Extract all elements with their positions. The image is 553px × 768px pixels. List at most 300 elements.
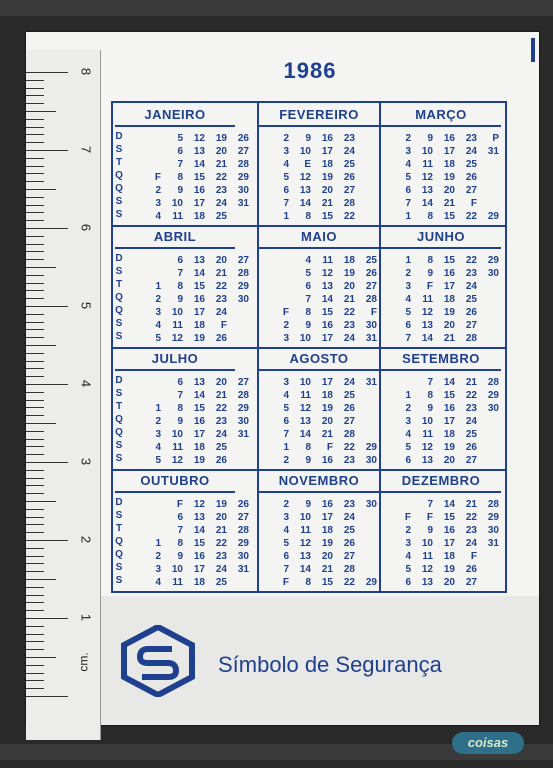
calendar-day: 24 — [343, 377, 355, 388]
calendar-day: 15 — [321, 307, 333, 318]
calendar-day: 4 — [405, 294, 411, 305]
calendar-day: 26 — [343, 403, 355, 414]
ruler-number: 1 — [78, 613, 94, 622]
month-underline — [381, 125, 501, 127]
calendar-day: 19 — [215, 499, 227, 510]
calendar-day: 12 — [299, 403, 311, 414]
calendar-day: 15 — [443, 211, 455, 222]
calendar-day: 18 — [443, 551, 455, 562]
ruler-tick — [26, 88, 44, 89]
calendar-day: 24 — [215, 429, 227, 440]
ruler-tick — [26, 587, 44, 588]
calendar-day: 21 — [443, 333, 455, 344]
calendar-day: 5 — [405, 172, 411, 183]
calendar-day: 11 — [422, 429, 433, 440]
calendar-day: 3 — [155, 307, 161, 318]
calendar-day: 31 — [487, 538, 499, 549]
calendar-day: 17 — [193, 307, 205, 318]
ruler-tick — [26, 423, 56, 424]
calendar-day: 22 — [215, 538, 227, 549]
ruler-tick — [26, 439, 44, 440]
calendar-day: 19 — [321, 538, 333, 549]
month-underline — [115, 369, 235, 371]
calendar-day: 28 — [465, 333, 477, 344]
calendar-day: 31 — [365, 377, 377, 388]
calendar-day: 17 — [443, 538, 455, 549]
calendar-year: 1986 — [283, 58, 337, 83]
calendar-day: 14 — [193, 268, 205, 279]
ruler-tick — [26, 95, 44, 96]
calendar-day: 12 — [171, 455, 183, 466]
month-name: JUNHO — [416, 229, 465, 244]
ruler-tick — [26, 368, 44, 369]
ruler-tick — [26, 103, 44, 104]
month-name: ABRIL — [153, 229, 197, 244]
ruler-number: 2 — [78, 535, 94, 544]
calendar-day: F — [470, 198, 477, 209]
ruler-tick — [26, 556, 44, 557]
calendar-day: 3 — [283, 512, 289, 523]
calendar-day: 7 — [177, 268, 183, 279]
ruler-tick — [26, 212, 44, 213]
ruler-number: 4 — [78, 379, 94, 388]
calendar-day: 3 — [155, 198, 161, 209]
ruler-tick — [26, 665, 44, 666]
calendar-day: 13 — [193, 512, 205, 523]
ruler-tick — [26, 283, 44, 284]
calendar-day: F — [426, 512, 433, 523]
ruler-tick — [26, 345, 56, 346]
calendar-day: 8 — [305, 307, 311, 318]
calendar-day: 30 — [237, 294, 249, 305]
calendar-day: 17 — [321, 333, 333, 344]
calendar-day: 23 — [215, 551, 227, 562]
calendar-day: F — [370, 307, 377, 318]
ruler-tick — [26, 189, 56, 190]
calendar-day: 10 — [171, 564, 183, 575]
calendar-day: 3 — [405, 538, 411, 549]
calendar-day: 16 — [193, 294, 205, 305]
calendar-day: 29 — [365, 577, 377, 588]
calendar-day: 12 — [299, 538, 311, 549]
calendar-day: 14 — [321, 294, 333, 305]
calendar-day: 9 — [177, 185, 183, 196]
ruler-tick — [26, 532, 44, 533]
calendar-day: 16 — [321, 320, 333, 331]
ruler-tick — [26, 400, 44, 401]
calendar-day: 27 — [343, 416, 355, 427]
calendar-day: 2 — [405, 268, 411, 279]
calendar-day: 4 — [155, 320, 161, 331]
calendar-day: 26 — [365, 268, 377, 279]
calendar-day: 19 — [443, 307, 455, 318]
calendar-day: 29 — [365, 442, 377, 453]
brand-name: Símbolo de Segurança — [218, 652, 442, 677]
calendar-day: 23 — [343, 320, 355, 331]
calendar-day: 7 — [177, 159, 183, 170]
calendar-day: 1 — [155, 403, 161, 414]
calendar-day: 6 — [177, 512, 183, 523]
weekday-label: Q — [115, 292, 123, 303]
calendar-day: 11 — [172, 577, 183, 588]
calendar-day: 13 — [193, 255, 205, 266]
calendar-day: 15 — [443, 255, 455, 266]
month-name: NOVEMBRO — [278, 473, 360, 488]
calendar-day: 17 — [193, 429, 205, 440]
calendar-day: 24 — [465, 146, 477, 157]
calendar-day: 6 — [283, 551, 289, 562]
weekday-label: D — [115, 253, 123, 264]
grid-divider — [113, 469, 505, 471]
calendar-day: 15 — [443, 512, 455, 523]
calendar-day: 26 — [343, 538, 355, 549]
calendar-day: 27 — [365, 281, 377, 292]
calendar-day: 18 — [443, 429, 455, 440]
calendar-day: 11 — [422, 551, 433, 562]
calendar-day: 20 — [443, 185, 455, 196]
calendar-day: 8 — [427, 390, 433, 401]
calendar-day: 28 — [237, 390, 249, 401]
month-name: JANEIRO — [144, 107, 206, 122]
calendar-day: 21 — [465, 377, 477, 388]
ruler-tick — [26, 80, 44, 81]
calendar-day: 9 — [305, 499, 311, 510]
calendar-day: 28 — [343, 198, 355, 209]
calendar-day: 22 — [465, 255, 477, 266]
calendar-day: 9 — [427, 133, 433, 144]
calendar-day: 25 — [465, 429, 477, 440]
calendar-day: 2 — [283, 133, 289, 144]
calendar-day: 24 — [215, 307, 227, 318]
calendar-day: F — [282, 577, 289, 588]
calendar-day: 21 — [215, 525, 227, 536]
month-name: MAIO — [301, 229, 337, 244]
ruler-tick — [26, 220, 44, 221]
calendar-day: F — [176, 499, 183, 510]
calendar-day: 10 — [171, 198, 183, 209]
calendar-day: F — [326, 442, 333, 453]
calendar-day: 22 — [215, 281, 227, 292]
calendar-day: 12 — [171, 333, 183, 344]
calendar-day: 16 — [443, 268, 455, 279]
month-underline — [259, 247, 379, 249]
calendar-day: 24 — [465, 416, 477, 427]
calendar-day: 27 — [465, 577, 477, 588]
calendar-day: 7 — [177, 390, 183, 401]
weekday-label: S — [115, 453, 123, 464]
calendar-day: 27 — [465, 185, 477, 196]
calendar-day: 29 — [237, 172, 249, 183]
calendar-day: 3 — [283, 333, 289, 344]
month-name: FEVEREIRO — [279, 107, 359, 122]
calendar-day: 25 — [343, 525, 355, 536]
calendar-day: 9 — [427, 403, 433, 414]
calendar-day: 22 — [465, 512, 477, 523]
weekday-label: Q — [115, 549, 123, 560]
calendar-day: F — [220, 320, 227, 331]
calendar-day: 24 — [343, 512, 355, 523]
calendar-day: 30 — [365, 455, 377, 466]
calendar-day: 29 — [237, 403, 249, 414]
calendar-day: 2 — [405, 403, 411, 414]
month-underline — [259, 369, 379, 371]
month-underline — [259, 491, 379, 493]
calendar-day: 14 — [193, 159, 205, 170]
calendar-day: 22 — [465, 390, 477, 401]
calendar-day: 12 — [421, 442, 433, 453]
calendar-day: 10 — [421, 538, 433, 549]
calendar-day: 15 — [321, 211, 333, 222]
ruler-number: 8 — [78, 67, 94, 76]
background-strip-top — [0, 0, 553, 16]
ruler-tick — [26, 376, 44, 377]
calendar-day: 5 — [405, 564, 411, 575]
calendar-day: 4 — [405, 551, 411, 562]
weekday-label: D — [115, 131, 123, 142]
calendar-day: 27 — [237, 377, 249, 388]
ruler-tick — [26, 493, 44, 494]
calendar-day: 8 — [177, 403, 183, 414]
grid-divider — [113, 225, 505, 227]
weekday-label: D — [115, 497, 123, 508]
calendar-day: 20 — [215, 512, 227, 523]
calendar-day: 23 — [343, 133, 355, 144]
calendar-day: 2 — [155, 185, 161, 196]
calendar-day: 27 — [343, 185, 355, 196]
calendar-day: 19 — [321, 403, 333, 414]
calendar-day: 22 — [343, 577, 355, 588]
calendar-day: 21 — [321, 564, 333, 575]
ruler-tick — [26, 626, 44, 627]
calendar-day: 18 — [193, 442, 205, 453]
calendar-day: 10 — [171, 307, 183, 318]
ruler-tick — [26, 454, 44, 455]
calendar-day: 3 — [283, 146, 289, 157]
ruler-tick — [26, 579, 56, 580]
ruler-tick — [26, 618, 68, 619]
calendar-day: 12 — [421, 564, 433, 575]
calendar-day: 9 — [305, 320, 311, 331]
weekday-label: T — [115, 523, 123, 534]
month-underline — [115, 491, 235, 493]
calendar-day: 28 — [343, 429, 355, 440]
weekday-label: T — [115, 157, 123, 168]
calendar-day: 12 — [193, 133, 205, 144]
calendar-day: 4 — [283, 159, 289, 170]
ruler-tick — [26, 166, 44, 167]
ruler-tick — [26, 197, 44, 198]
ruler-tick — [26, 127, 44, 128]
calendar-day: 28 — [237, 268, 249, 279]
calendar-day: 20 — [443, 577, 455, 588]
month-underline — [259, 125, 379, 127]
calendar-day: 18 — [193, 211, 205, 222]
calendar-day: 11 — [172, 442, 183, 453]
calendar-day: 16 — [321, 455, 333, 466]
month-underline — [381, 247, 501, 249]
calendar-day: 31 — [237, 429, 249, 440]
calendar-day: 14 — [299, 429, 311, 440]
ruler-tick — [26, 649, 44, 650]
weekday-label: Q — [115, 536, 123, 547]
calendar-day: 4 — [155, 211, 161, 222]
calendar-day: 20 — [321, 551, 333, 562]
weekday-label: D — [115, 375, 123, 386]
calendar-day: 14 — [421, 198, 433, 209]
ruler-tick — [26, 446, 44, 447]
calendar-day: 15 — [193, 538, 205, 549]
calendar-day: 7 — [283, 564, 289, 575]
ruler-tick — [26, 563, 44, 564]
calendar-day: 13 — [421, 185, 433, 196]
ruler-tick — [26, 173, 44, 174]
weekday-label: Q — [115, 183, 123, 194]
calendar-day: 25 — [465, 159, 477, 170]
weekday-label: S — [115, 318, 123, 329]
calendar-day: 5 — [405, 442, 411, 453]
calendar-day: 21 — [215, 268, 227, 279]
calendar-day: 7 — [405, 198, 411, 209]
calendar-day: 19 — [321, 172, 333, 183]
ruler-tick — [26, 337, 44, 338]
ruler-tick — [26, 205, 44, 206]
calendar-day: 14 — [443, 377, 455, 388]
calendar-day: 28 — [237, 159, 249, 170]
calendar-day: 9 — [427, 268, 433, 279]
calendar-day: 22 — [343, 307, 355, 318]
month-underline — [381, 491, 501, 493]
calendar-day: 1 — [155, 538, 161, 549]
calendar-day: 23 — [215, 416, 227, 427]
weekday-label: Q — [115, 427, 123, 438]
calendar-day: 4 — [283, 390, 289, 401]
ruler-tick — [26, 407, 44, 408]
calendar-day: 31 — [365, 333, 377, 344]
calendar-day: 21 — [215, 390, 227, 401]
calendar-day: 30 — [487, 525, 499, 536]
calendar-day: F — [404, 512, 411, 523]
ruler-tick — [26, 322, 44, 323]
calendar-day: 13 — [193, 377, 205, 388]
calendar-day: P — [492, 133, 499, 144]
calendar-day: 6 — [283, 416, 289, 427]
calendar-day: 26 — [465, 564, 477, 575]
calendar-day: 18 — [443, 294, 455, 305]
ruler-tick — [26, 251, 44, 252]
calendar-day: 13 — [299, 416, 311, 427]
calendar-day: 20 — [321, 185, 333, 196]
calendar-day: 14 — [193, 525, 205, 536]
calendar-day: 30 — [487, 268, 499, 279]
calendar-day: 26 — [465, 307, 477, 318]
calendar-day: 2 — [283, 320, 289, 331]
calendar-day: 2 — [283, 455, 289, 466]
weekday-label: Q — [115, 414, 123, 425]
calendar-day: 7 — [427, 377, 433, 388]
calendar-day: 18 — [193, 577, 205, 588]
calendar-day: 6 — [177, 146, 183, 157]
calendar-day: 6 — [405, 320, 411, 331]
ruler-tick — [26, 353, 44, 354]
ruler-tick — [26, 610, 44, 611]
calendar-day: 2 — [155, 551, 161, 562]
weekday-label: S — [115, 388, 123, 399]
calendar-day: F — [426, 281, 433, 292]
calendar-day: 19 — [215, 133, 227, 144]
ruler — [26, 50, 101, 740]
calendar-day: 31 — [487, 146, 499, 157]
ruler-tick — [26, 228, 68, 229]
calendar-day: 3 — [405, 146, 411, 157]
ruler-tick — [26, 478, 44, 479]
calendar-day: 16 — [321, 133, 333, 144]
calendar-day: 2 — [405, 133, 411, 144]
calendar-day: 16 — [193, 185, 205, 196]
calendar-day: 8 — [305, 442, 311, 453]
calendar-day: 22 — [215, 403, 227, 414]
ruler-tick — [26, 244, 44, 245]
calendar-day: 30 — [237, 551, 249, 562]
calendar-day: 11 — [172, 211, 183, 222]
calendar-day: 20 — [215, 377, 227, 388]
ruler-tick — [26, 415, 44, 416]
calendar-day: 2 — [405, 525, 411, 536]
calendar-day: 23 — [465, 403, 477, 414]
calendar-day: 28 — [343, 564, 355, 575]
calendar-day: 12 — [421, 307, 433, 318]
ruler-tick — [26, 470, 44, 471]
month-name: AGOSTO — [289, 351, 349, 366]
calendar-day: 12 — [299, 172, 311, 183]
calendar-day: 9 — [305, 133, 311, 144]
weekday-label: S — [115, 440, 123, 451]
calendar-day: 1 — [283, 211, 289, 222]
calendar-day: 4 — [283, 525, 289, 536]
ruler-tick — [26, 641, 44, 642]
calendar-day: 5 — [283, 538, 289, 549]
calendar-day: 5 — [155, 455, 161, 466]
calendar-day: 4 — [155, 577, 161, 588]
calendar-day: 26 — [237, 133, 249, 144]
ruler-tick — [26, 431, 44, 432]
calendar-day: 13 — [193, 146, 205, 157]
calendar-day: 13 — [421, 577, 433, 588]
calendar-day: 30 — [365, 499, 377, 510]
calendar-day: 14 — [299, 198, 311, 209]
calendar-day: 15 — [193, 403, 205, 414]
ruler-tick — [26, 462, 68, 463]
calendar-day: 29 — [487, 255, 499, 266]
ruler-tick — [26, 134, 44, 135]
calendar-day: 18 — [321, 390, 333, 401]
grid-divider — [113, 347, 505, 349]
ruler-tick — [26, 571, 44, 572]
calendar-day: 11 — [172, 320, 183, 331]
ruler-tick — [26, 298, 44, 299]
calendar-day: 9 — [305, 455, 311, 466]
weekday-label: S — [115, 575, 123, 586]
calendar-day: 29 — [487, 211, 499, 222]
calendar-day: 25 — [365, 255, 377, 266]
weekday-label: S — [115, 196, 123, 207]
ruler-tick — [26, 696, 68, 697]
calendar-day: 20 — [443, 455, 455, 466]
ruler-tick — [26, 314, 44, 315]
calendar-day: 3 — [283, 377, 289, 388]
calendar-day: 25 — [215, 577, 227, 588]
calendar-day: 10 — [421, 146, 433, 157]
ruler-tick — [26, 142, 44, 143]
